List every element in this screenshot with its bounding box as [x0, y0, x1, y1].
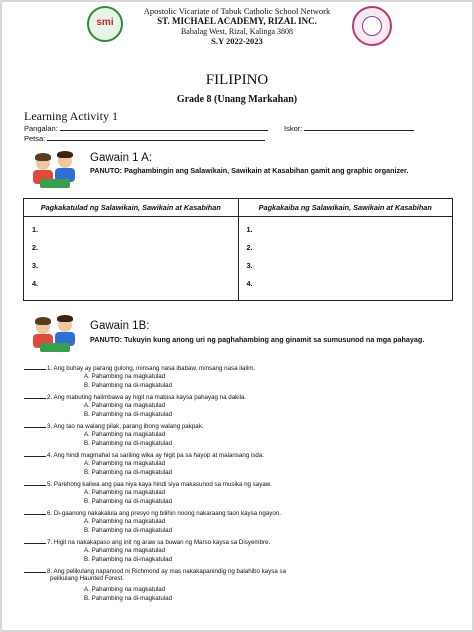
option-a: A. Pahambing na magkatulad — [84, 402, 166, 409]
score-field — [284, 124, 414, 133]
option-b: B. Pahambing na di-magkatulad — [84, 498, 173, 505]
question-3 — [24, 422, 454, 431]
school-year: S.Y 2022-2023 — [211, 36, 263, 46]
option-a: A. Pahambing na magkatulad — [84, 518, 166, 525]
name-label: Pangalan: — [24, 124, 58, 133]
question-6 — [24, 509, 454, 518]
differences-header: Pagkakaiba ng Salawikain, Sawikain at Kasabihan — [238, 199, 453, 217]
question-text: 2. Ang mabuting halimbawa ay higit na mabisa kaysa pahayag na dakila. — [47, 394, 247, 401]
gawain-1b-instructions — [90, 335, 450, 345]
similarities-cell[interactable] — [24, 217, 239, 301]
question-8-continued: pelikulang Haunted Forest. — [50, 575, 124, 582]
question-text: 8. Ang pelikulang napanood ni Richmond ay mas nakakapanindig ng balahibo kaysa sa — [47, 568, 287, 575]
question-7 — [24, 538, 454, 547]
question-text: 4. Ang hindi magmahal sa sariling wika ay higit pa sa hayop at malansang isda. — [47, 452, 265, 459]
option-b: B. Pahambing na di-magkatulad — [84, 469, 173, 476]
school-name: ST. MICHAEL ACADEMY, RIZAL INC. — [157, 16, 317, 26]
option-b: B. Pahambing na di-magkatulad — [84, 411, 173, 418]
gawain-1a-instructions — [90, 166, 450, 176]
answer-blank[interactable] — [24, 393, 46, 399]
list-item: 1. — [32, 225, 39, 234]
question-4 — [24, 451, 454, 460]
question-text: 6. Di-gaanong nakakalula ang presyo ng bilihin noong nakaraang taon kaysa ngayon. — [47, 510, 281, 517]
differences-cell[interactable] — [238, 217, 453, 301]
date-label: Petsa: — [24, 134, 46, 143]
question-text: 1. Ang buhay ay parang gulong, minsang nasa ibabaw, minsang nasa ilalim. — [47, 365, 256, 372]
list-item: 2. — [32, 243, 39, 252]
name-line[interactable] — [60, 124, 268, 131]
graphic-organizer-table — [23, 198, 453, 301]
kids-reading-icon — [28, 150, 80, 190]
panuto-label: PANUTO: — [90, 335, 123, 344]
network-name: Apostolic Vicariate of Tabuk Catholic School Network — [143, 6, 331, 16]
score-label: Iskor: — [284, 124, 303, 133]
question-1 — [24, 364, 454, 373]
question-5 — [24, 480, 454, 489]
logo-text: smi — [96, 17, 114, 28]
answer-blank[interactable] — [24, 538, 46, 544]
answer-blank[interactable] — [24, 364, 46, 370]
gawain-1a-title: Gawain 1 A: — [90, 152, 153, 164]
option-b: B. Pahambing na di-magkatulad — [84, 440, 173, 447]
question-2 — [24, 393, 454, 402]
option-a: A. Pahambing na magkatulad — [84, 586, 166, 593]
panuto-text: Paghambingin ang Salawikain, Sawikain at Kasabihan gamit ang graphic organizer. — [124, 166, 409, 175]
date-line[interactable] — [47, 134, 265, 141]
panuto-text: Tukuyin kung anong uri ng paghahambing ang ginamit sa sumusunod na mga pahayag. — [124, 335, 425, 344]
gawain-1b-title: Gawain 1B: — [90, 320, 150, 332]
page-title: FILIPINO — [205, 72, 269, 88]
option-b: B. Pahambing na di-magkatulad — [84, 382, 173, 389]
question-text: 7. Higit na nakakapaso ang init ng araw sa buwan ng Marso kaysa sa Disyembre. — [47, 539, 271, 546]
answer-blank[interactable] — [24, 509, 46, 515]
panuto-label: PANUTO: — [90, 166, 123, 175]
list-item: 4. — [32, 279, 39, 288]
option-b: B. Pahambing na di-magkatulad — [84, 595, 173, 602]
list-item: 2. — [246, 243, 253, 252]
page-subtitle: Grade 8 (Unang Markahan) — [176, 94, 298, 105]
score-line[interactable] — [304, 124, 414, 131]
answer-blank[interactable] — [24, 422, 46, 428]
school-address: Babalag West, Rizal, Kalinga 3808 — [180, 27, 294, 36]
activity-title: Learning Activity 1 — [24, 109, 118, 123]
option-a: A. Pahambing na magkatulad — [84, 431, 166, 438]
worksheet-page — [2, 2, 472, 630]
answer-blank[interactable] — [24, 567, 46, 573]
option-a: A. Pahambing na magkatulad — [84, 460, 166, 467]
option-b: B. Pahambing na di-magkatulad — [84, 527, 173, 534]
similarities-header: Pagkakatulad ng Salawikain, Sawikain at Kasabihan — [24, 199, 239, 217]
option-a: A. Pahambing na magkatulad — [84, 489, 166, 496]
name-field — [24, 124, 268, 133]
option-a: A. Pahambing na magkatulad — [84, 373, 166, 380]
list-item: 4. — [246, 279, 253, 288]
option-b: B. Pahambing na di-magkatulad — [84, 556, 173, 563]
list-item: 1. — [246, 225, 253, 234]
question-text: 3. Ang tao na walang pilak, parang ibong walang pakpak. — [47, 423, 204, 430]
date-field — [24, 134, 265, 143]
list-item: 3. — [246, 261, 253, 270]
option-a: A. Pahambing na magkatulad — [84, 547, 166, 554]
question-text: 5. Parehong kaliwa ang paa niya kaya hindi siya makasunod sa musika ng sayaw. — [47, 481, 272, 488]
answer-blank[interactable] — [24, 451, 46, 457]
answer-blank[interactable] — [24, 480, 46, 486]
list-item: 3. — [32, 261, 39, 270]
kids-reading-icon — [28, 314, 80, 354]
